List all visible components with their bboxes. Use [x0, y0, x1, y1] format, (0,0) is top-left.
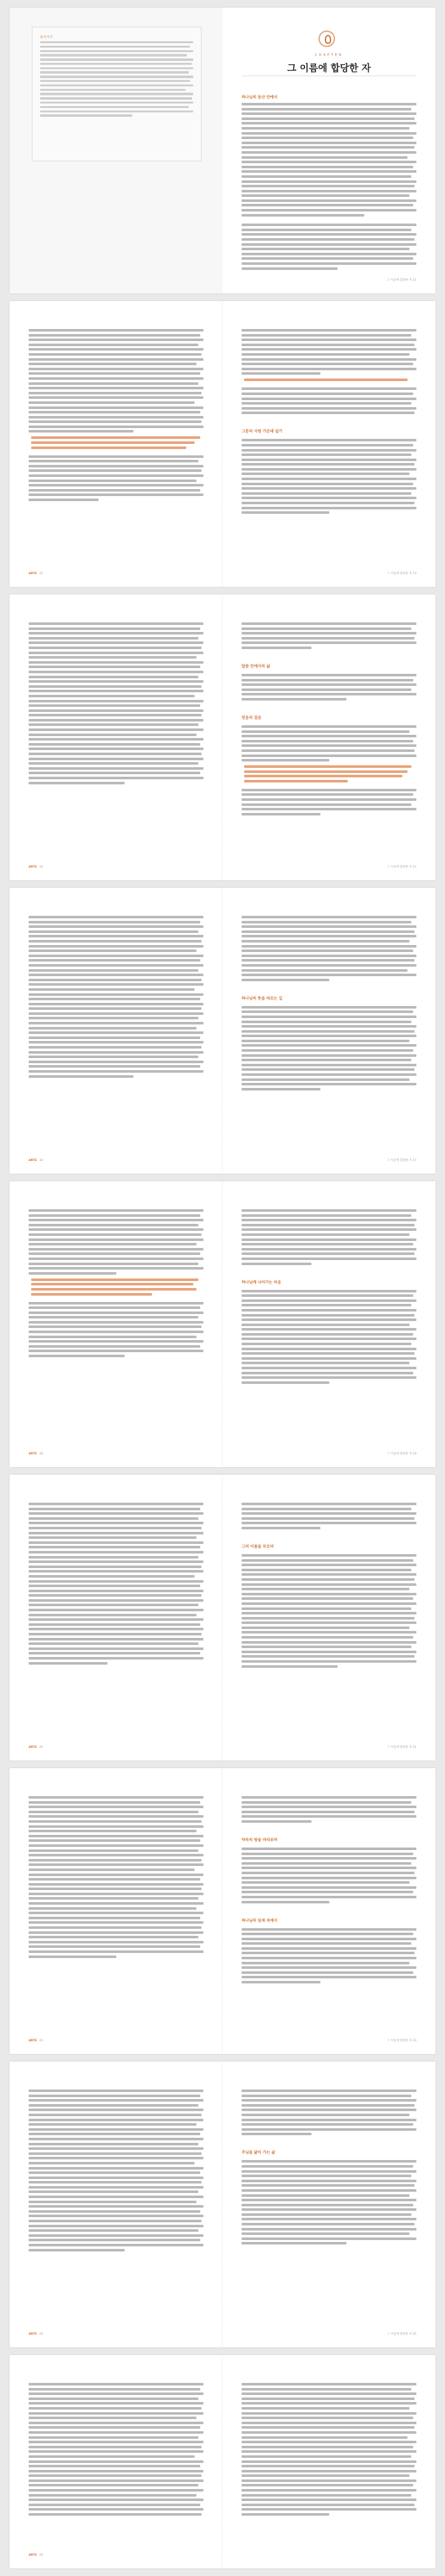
section-heading: 믿음의 걸음 [242, 715, 262, 720]
page-right [222, 2062, 435, 2347]
section-heading: 하나님의 동산 안에서 [242, 95, 278, 100]
folio-left: ARTE 18 [29, 1452, 43, 1456]
pull-quote [244, 765, 416, 782]
page-right [222, 2355, 435, 2568]
page-right [222, 8, 435, 293]
running-footer: 그 이름에 합당한 자 23 [387, 2039, 416, 2043]
spread-6 [10, 1475, 435, 1761]
running-footer: 그 이름에 합당한 자 19 [387, 1452, 416, 1456]
folio-left: ARTE 26 [29, 2554, 43, 2557]
page-right [222, 1475, 435, 1761]
running-footer: 그 이름에 합당한 자 11 [387, 279, 416, 282]
chapter-label: CHAPTER [315, 53, 343, 57]
body-text [29, 2090, 203, 2253]
folio-left: ARTE 22 [29, 2039, 43, 2043]
page-left [10, 2062, 222, 2347]
section-heading: 약속의 땅을 바라보며 [242, 1837, 278, 1842]
chapter-emblem-icon [318, 30, 335, 47]
spread-4 [10, 888, 435, 1174]
page-right [222, 594, 435, 880]
body-text [29, 1503, 203, 1667]
folio-left: ARTE 16 [29, 1159, 43, 1162]
folio-left: ARTE 12 [29, 572, 43, 575]
spread-3 [10, 594, 435, 880]
body-text [242, 916, 416, 1092]
section-heading: 그분의 사랑 가운데 살기 [242, 429, 283, 434]
page-left [10, 1475, 222, 1761]
spread-8 [10, 2062, 435, 2347]
pull-quote [244, 379, 416, 381]
running-footer: 그 이름에 합당한 자 13 [387, 572, 416, 575]
page-left [10, 1768, 222, 2054]
section-heading: 주님을 닮아 가는 삶 [242, 2150, 275, 2156]
pull-quote [31, 1278, 203, 1296]
spread-5 [10, 1181, 435, 1467]
page-right [222, 1181, 435, 1467]
body-text [242, 103, 416, 272]
body-text [29, 916, 203, 1080]
folio-left: ARTE 14 [29, 866, 43, 869]
body-text [29, 1796, 203, 1960]
running-footer: 그 이름에 합당한 자 25 [387, 2333, 416, 2336]
body-text [242, 2090, 416, 2247]
folio-left: ARTE 24 [29, 2333, 43, 2336]
body-text [242, 1796, 416, 1986]
intro-box [32, 27, 202, 161]
section-heading: 말씀 안에서의 삶 [242, 664, 270, 669]
body-text [29, 2383, 203, 2518]
body-text [242, 329, 416, 516]
page-left [10, 301, 222, 587]
folio-left: ARTE 20 [29, 1746, 43, 1749]
page-left [10, 8, 222, 293]
spread-2 [10, 301, 435, 587]
page-left [10, 888, 222, 1174]
body-text [29, 622, 203, 786]
spread-7 [10, 1768, 435, 2054]
section-heading: 하나님께 나아가는 마음 [242, 1280, 282, 1285]
body-text [29, 1209, 203, 1360]
page-left [10, 1181, 222, 1467]
body-text [242, 1209, 416, 1386]
page-right [222, 888, 435, 1174]
running-footer: 그 이름에 합당한 자 15 [387, 866, 416, 869]
body-text [242, 2383, 416, 2518]
running-footer: 그 이름에 합당한 자 17 [387, 1159, 416, 1162]
body-text [29, 329, 203, 504]
page-left [10, 2355, 222, 2568]
section-heading: 하나님의 임재 속에서 [242, 1918, 278, 1923]
section-heading: 그의 이름을 부르며 [242, 1544, 274, 1549]
pull-quote [31, 436, 203, 448]
page-left [10, 594, 222, 880]
spread-9 [10, 2355, 435, 2568]
page-right [222, 301, 435, 587]
body-text [242, 622, 416, 817]
spread-1 [10, 8, 435, 293]
running-footer: 그 이름에 합당한 자 21 [387, 1746, 416, 1749]
section-heading: 하나님의 뜻을 따르는 길 [242, 996, 283, 1001]
intro-box-label: 들어가기 [40, 36, 53, 39]
body-text [242, 1503, 416, 1670]
page-right [222, 1768, 435, 2054]
chapter-title: 그 이름에 합당한 자 [287, 62, 371, 74]
